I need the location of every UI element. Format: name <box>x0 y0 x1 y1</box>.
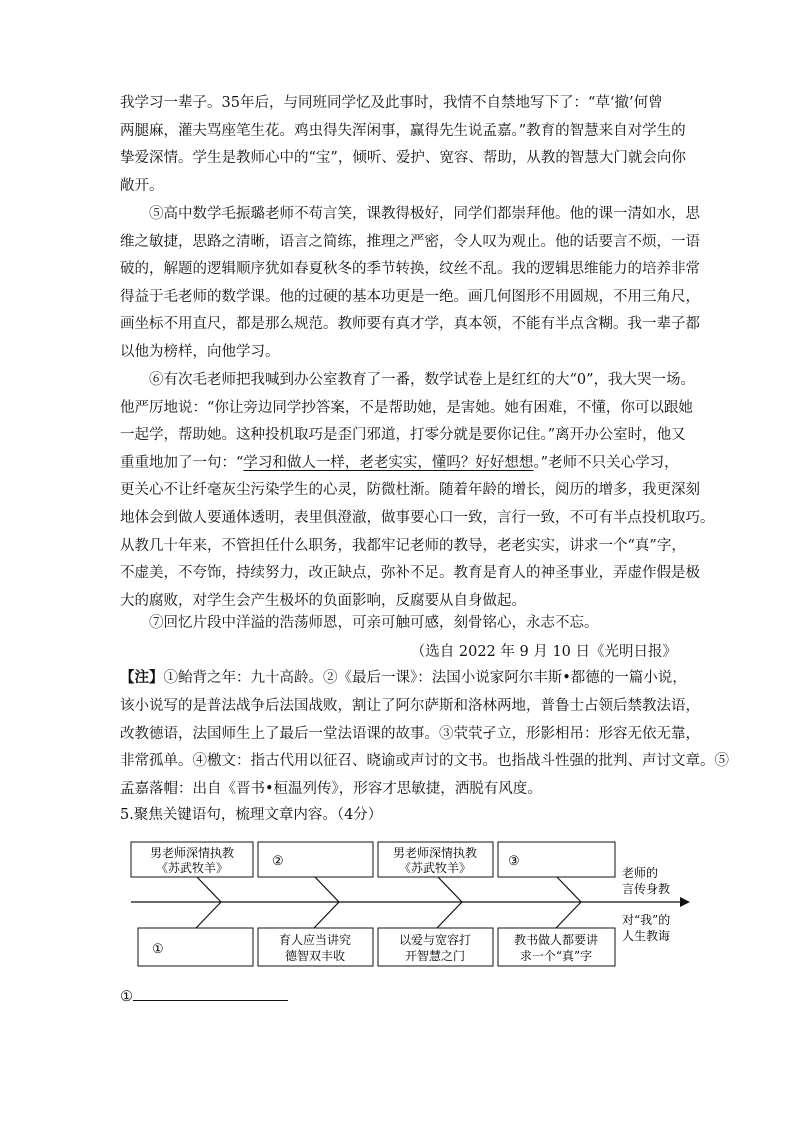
text-line: 他严厉地说：“你让旁边同学抄答案，不是帮助她，是害她。她有困难，不懂，你可以跟她 <box>120 399 693 416</box>
bottom-box-4-line1: 教书做人都要讲 <box>513 933 599 947</box>
label-bottom-line1: 对“我”的 <box>622 913 671 927</box>
text-line: 以他为榜样，向他学习。 <box>120 343 280 360</box>
top-box-1-line2: 《苏武牧羊》 <box>155 861 229 875</box>
text-line: 挚爱深情。学生是教师心中的“宝”，倾听、爱护、宽容、帮助，从教的智慧大门就会向你 <box>120 150 686 167</box>
top-box-1-line1: 男老师深情执教 <box>149 846 235 860</box>
text-line: 两腿麻，灌夫骂座笔生花。鸡虫得失浑闲事，赢得先生说孟嘉。”教育的智慧来自对学生的 <box>120 122 686 139</box>
text-line: ⑥有次毛老师把我喊到办公室教育了一番，数学试卷上是红红的大“0”，我大哭一场。 <box>149 372 696 388</box>
text-line: 更关心不让纤毫灰尘污染学生的心灵，防微杜渐。随着年龄的增长，阅历的增多，我更深刻 <box>120 482 700 499</box>
bone-line <box>437 876 462 902</box>
top-box-3-line1: 男老师深情执教 <box>392 846 478 860</box>
text-line: 一起学，帮助她。这种投机取巧是歪门邪道，打零分就是要你记住。”离开办公室时，他又 <box>120 427 686 444</box>
bottom-box-2-line2: 德智双丰收 <box>284 949 346 963</box>
bottom-box-3-line1: 以爱与宽容打 <box>398 933 472 947</box>
bone-line <box>196 876 221 902</box>
label-top-line1: 老师的 <box>622 866 659 880</box>
text-line: 大的腐败，对学生会产生极坏的负面影响，反腐要从自身做起。 <box>120 592 526 609</box>
text-segment: 重重地加了一句：“ <box>120 454 244 471</box>
answer-slot-1 <box>120 986 288 1005</box>
bone-line <box>314 876 339 902</box>
top-box-2-marker: ② <box>272 854 284 869</box>
bone-line <box>196 902 221 928</box>
answer-marker: ① <box>120 989 133 1005</box>
spine-arrowhead <box>680 897 690 907</box>
bottom-box-3-line2: 开智慧之门 <box>404 949 466 963</box>
note-line: 非常孤单。④檄文：指古代用以征召、晓谕或声讨的文书。也指战斗性强的批判、声讨文章。⑤ <box>120 753 729 770</box>
note-line: 该小说写的是普法战争后法国战败，割让了阿尔萨斯和洛林两地，普鲁士占领后禁教法语， <box>120 697 700 714</box>
text-line: ⑦回忆片段中洋溢的浩荡师恩，可亲可触可感，刻骨铭心，永志不忘。 <box>149 615 599 631</box>
text-line: 得益于毛老师的数学课。他的过硬的基本功更是一绝。画几何图形不用圆规，不用三角尺， <box>120 288 700 305</box>
text-line: 不虚美，不夸饰，持续努力，改正缺点，弥补不足。教育是育人的神圣事业，弄虚作假是极 <box>120 565 700 582</box>
source-citation: （选自 2022 年 9 月 10 日《光明日报》 <box>410 644 677 660</box>
bone-line <box>556 876 581 902</box>
text-segment: 。”老师不只关心学习， <box>533 454 679 471</box>
top-box-4-marker: ③ <box>508 854 520 869</box>
bottom-box-1-marker: ① <box>152 942 164 957</box>
question-5: 5.聚焦关键语句，梳理文章内容。（4分） <box>120 807 383 823</box>
underlined-quote: 学习和做人一样，老老实实，懂吗？好好想想 <box>243 454 534 471</box>
text-line: 破的，解题的逻辑顺序犹如春夏秋冬的季节转换，纹丝不乱。我的逻辑思维能力的培养非常 <box>120 261 700 278</box>
note-text: ①鲐背之年：九十高龄。②《最后一课》：法国小说家阿尔丰斯•都德的一篇小说， <box>163 670 687 686</box>
note-line: 改教德语，法国师生上了最后一堂法语课的故事。③茕茕孑立，形影相吊：形容无依无靠， <box>120 725 700 742</box>
top-box-3-line2: 《苏武牧羊》 <box>398 861 472 875</box>
text-line: 从教几十年来，不管担任什么职务，我都牢记老师的教导，老老实实，讲求一个“真”字， <box>120 537 686 554</box>
text-line: 维之敏捷，思路之清晰，语言之简练，推理之严密，令人叹为观止。他的话要言不烦，一语 <box>120 233 700 250</box>
text-line: 我学习一辈子。35年后，与同班同学忆及此事时，我情不自禁地写下了：“草‘撤’何曾 <box>120 95 663 111</box>
bone-line <box>314 902 339 928</box>
text-line: 敞开。 <box>120 177 164 194</box>
bottom-box-2-line1: 育人应当讲究 <box>278 933 352 947</box>
text-line: 地体会到做人要通体透明，表里俱澄澈，做事要心口一致，言行一致，不可有半点投机取巧。 <box>120 509 715 526</box>
text-line: 画坐标不用直尺，都是那么规范。教师要有真才学，真本领，不能有半点含糊。我一辈子都 <box>120 316 700 333</box>
text-line: ⑤高中数学毛振璐老师不苟言笑，课教得极好，同学们都崇拜他。他的课一清如水，思 <box>149 206 700 222</box>
answer-blank-line[interactable] <box>133 986 288 1001</box>
bottom-box-4-line2: 求一个“真”字 <box>519 949 593 963</box>
label-top-line2: 言传身教 <box>622 882 671 896</box>
bone-line <box>437 902 462 928</box>
bone-line <box>556 902 581 928</box>
note-line: 孟嘉落帽：出自《晋书•桓温列传》，形容才思敏捷，洒脱有风度。 <box>120 781 542 798</box>
note-label: 【注】 <box>120 669 164 686</box>
label-bottom-line2: 人生教诲 <box>622 929 671 943</box>
